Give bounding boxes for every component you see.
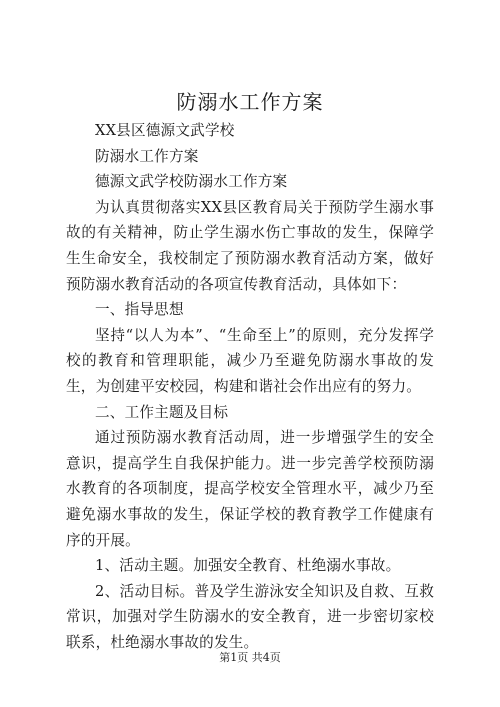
plan-name-line: 防溺水工作方案	[95, 147, 199, 165]
school-name-line: XX县区德源文武学校	[95, 122, 235, 139]
intro-paragraph: 为认真贯彻落实XX县区教育局关于预防学生溺水事故的有关精神，防止学生溺水伤亡事故的发生，保障学生生命安全，我校制定了预防溺水教育活动方案，做好预防溺水教育活动的各项宣传教育活动，具体如下：	[66, 198, 434, 293]
theme-goals-paragraph: 通过预防溺水教育活动周，进一步增强学生的安全意识，提高学生自我保护能力。进一步完善学校预防溺水教育的各项制度，提高学校安全管理水平，减少乃至避免溺水事故的发生，保证学校的教育教学工作健康有序的开展。	[66, 429, 434, 549]
section-heading-guiding-ideology: 一、指导思想	[95, 301, 184, 319]
document-body	[66, 118, 434, 655]
activity-goal-item: 2、活动目标。普及学生游泳安全知识及自救、互救常识，加强对学生防溺水的安全教育，进一步密切家校联系，杜绝溺水事故的发生。	[66, 582, 434, 651]
activity-theme-item: 1、活动主题。加强安全教育、杜绝溺水事故。	[95, 557, 401, 575]
guiding-ideology-paragraph: 坚持“以人为本”、“生命至上”的原则，充分发挥学校的教育和管理职能，减少乃至避免防溺水事故的发生，为创建平安校园，构建和谐社会作出应有的努力。	[66, 326, 434, 395]
plan-full-title-line: 德源文武学校防溺水工作方案	[95, 173, 288, 191]
document-title: 防溺水工作方案	[176, 90, 324, 114]
page-number-footer: 第1页 共4页	[219, 651, 281, 664]
section-heading-theme-goals: 二、工作主题及目标	[95, 403, 229, 421]
